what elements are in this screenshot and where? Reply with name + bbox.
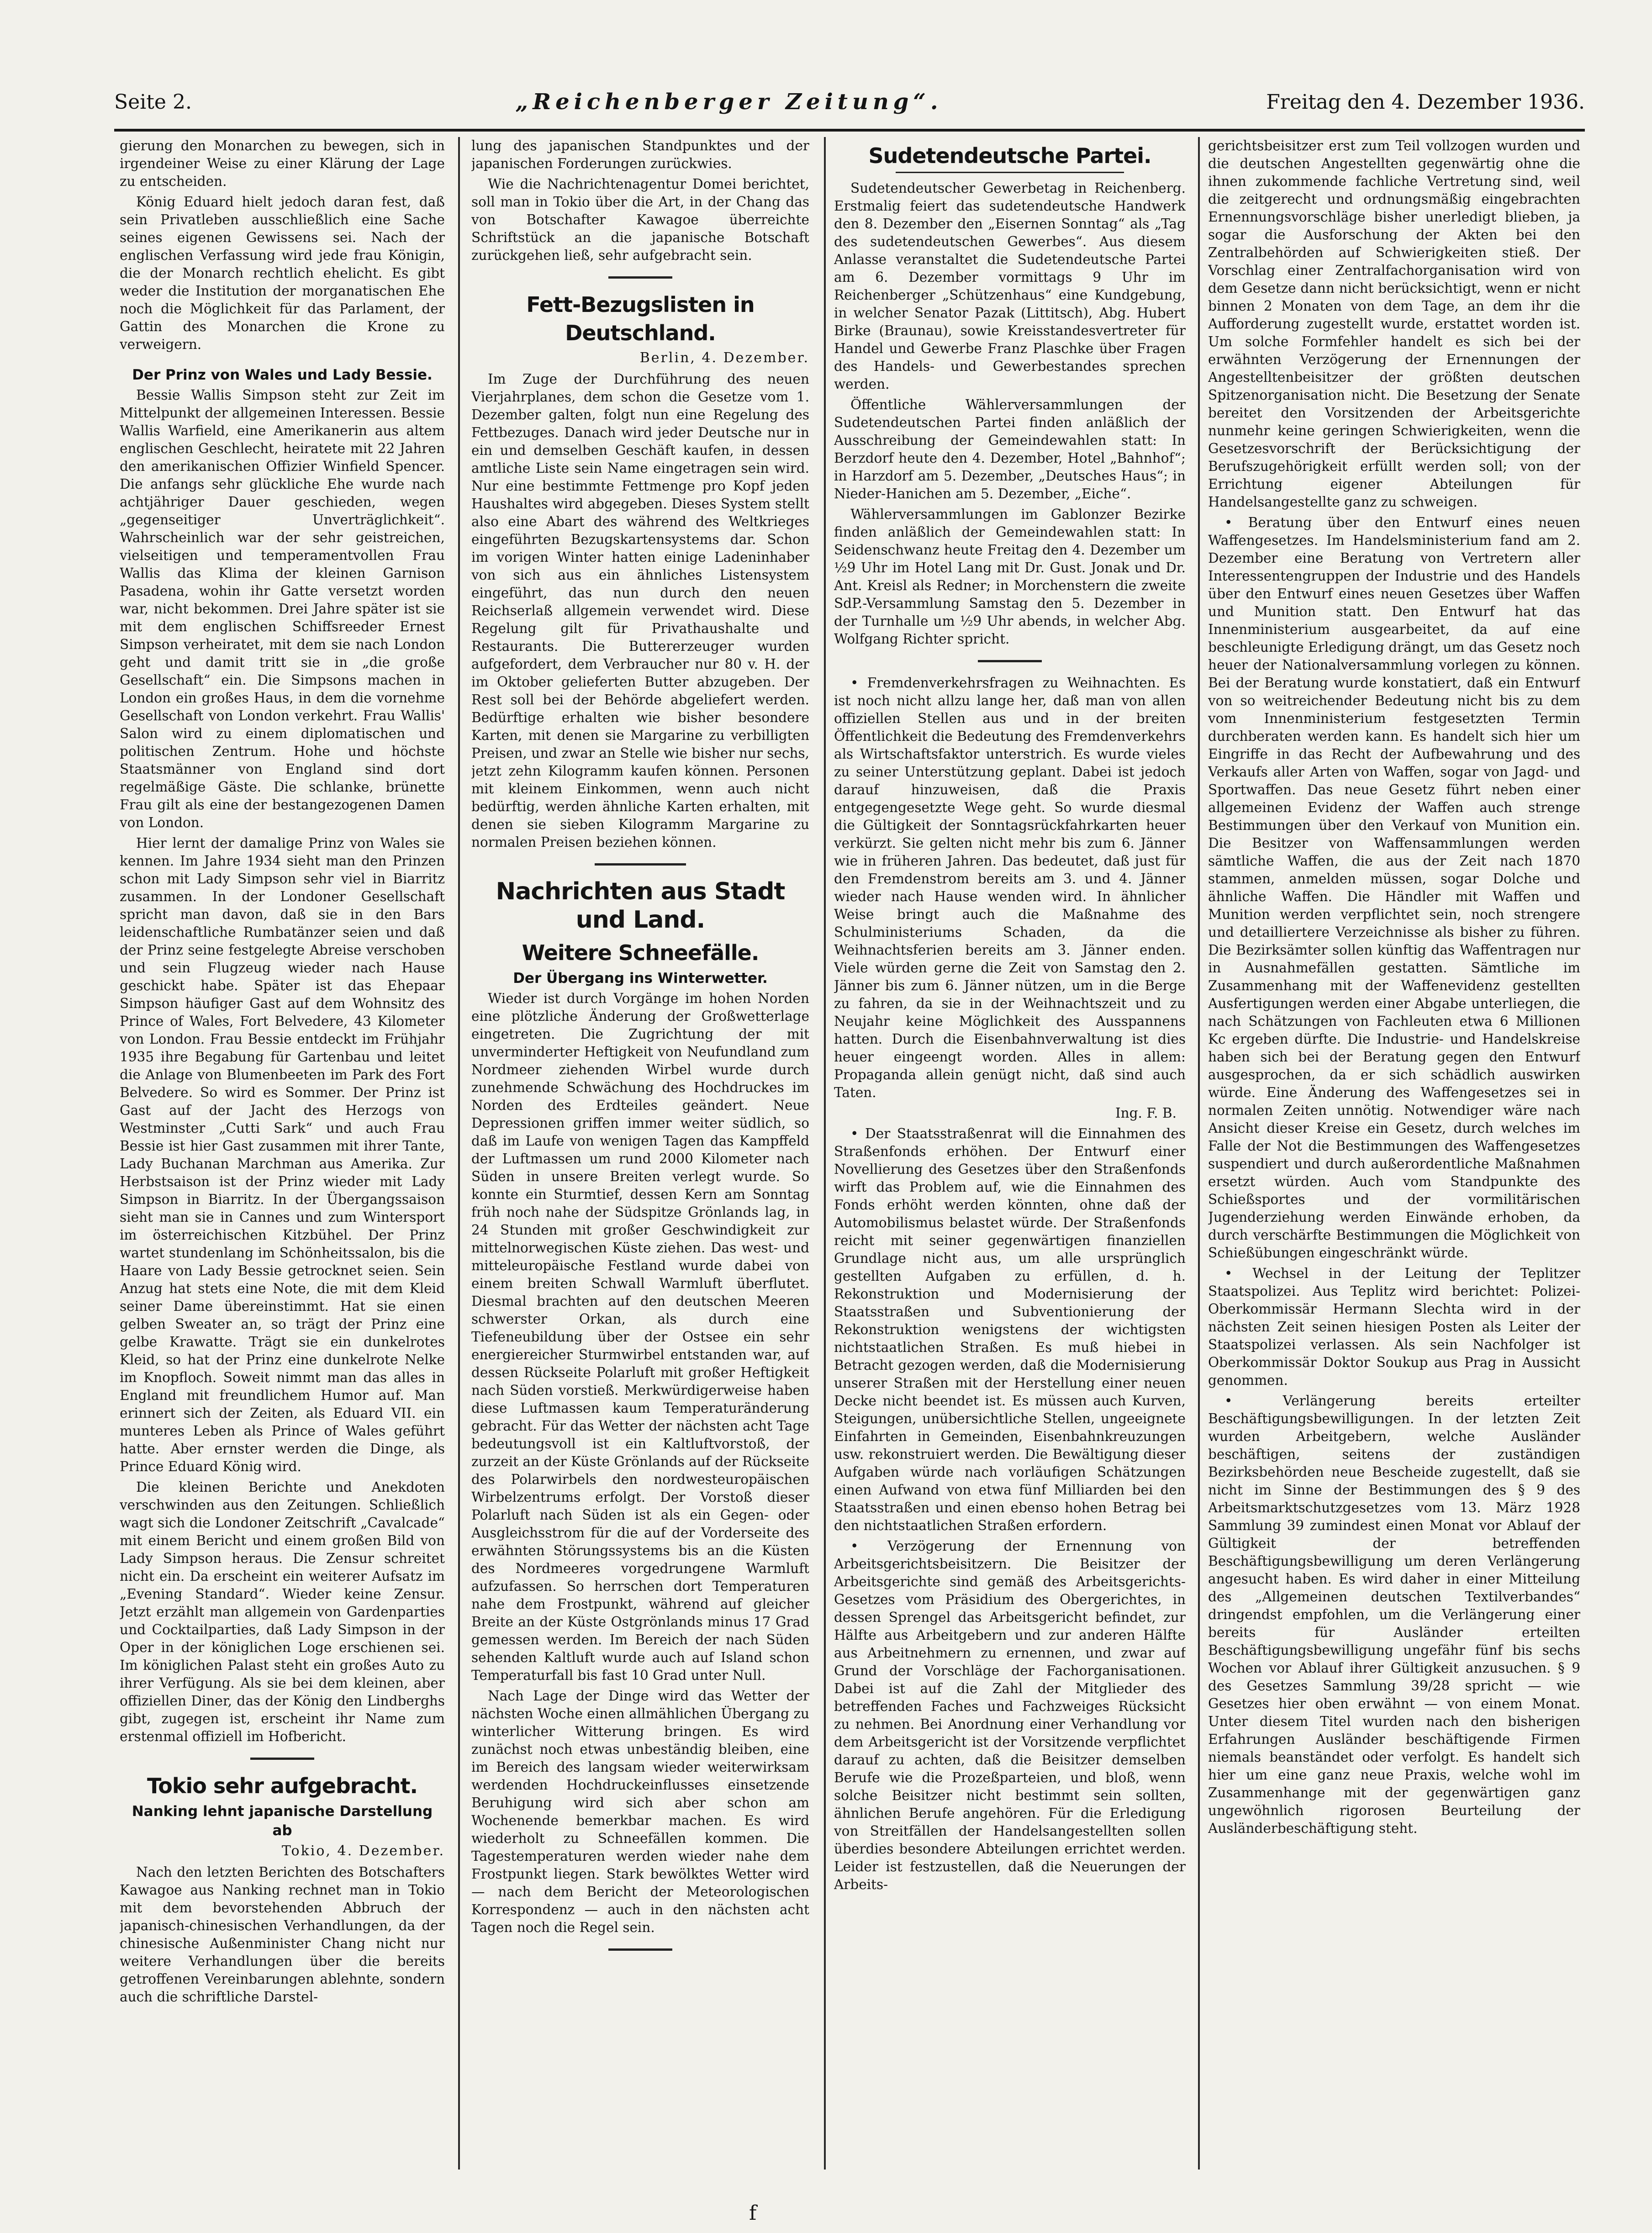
page-header <box>114 86 1585 118</box>
section-divider <box>978 660 1042 662</box>
article-text: Bessie Wallis Simpson steht zur Zeit im Mittelpunkt der allgemeinen Interessen. Bessie Wallis Warfield, eine Amerikanerin aus altem englischen Geschlecht, heiratete mit 22 Jahren den amerikanischen Offizier Winfield Spencer. Die anfangs sehr glückliche Ehe wurde nach achtjähriger Dauer geschieden, wegen „gegenseitiger Unverträglichkeit“. Wahrscheinlich war der sehr geistreichen, vielseitigen und temperamentvollen Frau Wallis das Klima der kleinen Garnison Pasadena, wohin ihr Gatte versetzt worden war, nicht bekommen. Drei Jahre später ist sie mit dem englischen Schiffsreeder Ernest Simpson verheiratet, mit dem sie nach London geht und damit tritt sie in „die große Gesellschaft“ ein. Die Simpsons machen in London ein großes Haus, in dem die vornehme Gesellschaft von London verkehrt. Frau Wallis' Salon wird zu einem diplomatischen und politischen Zentrum. Hohe und höchste Staatsmänner von England sind dort regelmäßige Gäste. Die schlanke, brünette Frau gilt als eine der bestangezogenen Damen von London. <box>120 387 445 830</box>
article-text: • Beratung über den Entwurf eines neuen Waffengesetzes. Im Handelsministerium fand am 2. Dezember eine Beratung von Vertretern aller Interessentengruppen der Industrie und des Handels über den Entwurf eines neuen Gesetzes über Waffen und Munition statt. Den Entwurf hat das Innenministerium ausgearbeitet, da auf eine beschleunigte Erledigung drängt, um das Gesetz noch heuer der Nationalversammlung vorlegen zu können. Bei der Beratung wurde konstatiert, daß ein Entwurf von so weitreichender Bedeutung nicht bis zu dem vom Innenministerium festgesetzten Termin durchberaten werden kann. Es handelt sich hier um Eingriffe in das Recht der Aufbewahrung und des Verkaufs aller Arten von Waffen, sogar von Jagd- und Sportwaffen. Das neue Gesetz führt neben einer allgemeinen Evidenz der Waffen auch strenge Bestimmungen über den Verkauf von Munition ein. Die Besitzer von Waffensammlungen werden sämtliche Waffen, die aus der Zeit nach 1870 stammen, anmelden müssen, sogar Dolche und ähnliche Waffen. Die Händler mit Waffen und Munition werden verpflichtet sein, noch strengere und detailliertere Verzeichnisse als bisher zu führen. Die Bezirksämter sollen künftig das Waffentragen nur in Ausnahmefällen gestatten. Sämtliche im Zusammenhang mit der Waffenevidenz gestellten Ausfertigungen werden einer Abgabe unterliegen, die nach Schätzungen von Fachleuten etwa 6 Millionen Kc ergeben dürfte. Die Industrie- und Handelskreise haben sich bei der Beratung gegen den Entwurf ausgesprochen, da er sich schädlich auswirken würde. Eine Änderung des Waffengesetzes sei in normalen Zeiten unnötig. Notwendiger wäre nach Ansicht dieser Kreise ein Gesetz, durch welches im Falle der Not die Bestimmungen des Waffengesetzes suspendiert und durch außerordentliche Maßnahmen ersetzt würden. Auch vom Standpunkte des Schießsportes und der vormilitärischen Jugenderziehung werden Einwände erhoben, da durch verschärfte Bestimmungen die Möglichkeit von Schießübungen eingeschränkt würde. <box>1208 515 1580 1261</box>
section-divider <box>608 276 672 279</box>
article-text: • Verlängerung bereits erteilter Beschäftigungsbewilligungen. In der letzten Zeit wurden Arbeitgebern, welche Ausländer beschäftigen, seitens der zuständigen Bezirksbehörden neue Bescheide zugestellt, daß sie nicht im Sinne der Bestimmungen des § 9 des Arbeitsmarktschutzgesetzes vom 13. März 1928 Sammlung 39 zumindest einen Monat vor Ablauf der Gültigkeit der betreffenden Beschäftigungsbewilligung um deren Verlängerung angesucht haben. Es wird daher in einer Mitteilung des „Allgemeinen deutschen Textilverbandes“ dringendst empfohlen, um die Verlängerung einer bereits für Ausländer erteilten Beschäftigungsbewilligung ungefähr fünf bis sechs Wochen vor Ablauf ihrer Gültigkeit anzusuchen. § 9 des Gesetzes Sammlung 39/28 spricht — wie Gesetzes hier oben erwähnt — von einem Monat. Unter diesem Titel wurden nach den bisherigen Erfahrungen Ausländer beschäftigende Firmen niemals beanständet oder verfolgt. Es handelt sich hier um eine ganz neue Praxis, welche wohl im Zusammenhange mit der gegenwärtigen ganz ungewöhnlich rigorosen Beurteilung der Ausländerbeschäftigung steht. <box>1208 1393 1580 1836</box>
newspaper-title: „Reichenberger Zeitung“. <box>515 89 943 115</box>
section-heading: Nachrichten aus Stadt und Land. <box>496 878 785 934</box>
heading-underline <box>896 172 1124 173</box>
subsection-heading: Der Prinz von Wales und Lady Bessie. <box>132 367 433 383</box>
issue-date: Freitag den 4. Dezember 1936. <box>1266 90 1585 114</box>
article-text: Die kleinen Berichte und Anekdoten verschwinden aus den Zeitungen. Schließlich wagt sich die Londoner Zeitschrift „Cavalcade“ mit einem Bericht und einem großen Bild von Lady Simpson heraus. Die Zensur schreitet nicht ein. Da erscheint ein weiterer Aufsatz im „Evening Standard“. Wieder keine Zensur. Jetzt erzählt man allgemein von Gardenparties und Cocktailparties, daß Lady Simpson in der Oper in der königlichen Loge erschienen sei. Im königlichen Palast steht ein großes Auto zu ihrer Verfügung. Als sie bei dem kleinen, aber offiziellen Diner, das der König den Lindberghs gibt, zugegen ist, erscheint ihr Name zum erstenmal offiziell im Hofbericht. <box>120 1479 445 1744</box>
column-4 <box>1208 137 1580 2165</box>
column-divider <box>1198 137 1200 2170</box>
article-text: Im Zuge der Durchführung des neuen Vierjahrplanes, dem schon die Gesetze vom 1. Dezember galten, folgt nun eine Regelung des Fettbezuges. Danach wird jeder Deutsche nur in ein und demselben Geschäft kaufen, in dessen amtliche Liste sein Name eingetragen sein wird. Nur eine bestimmte Fettmenge pro Kopf jeden Haushaltes wird abgegeben. Dieses System stellt also eine Abart des während des Weltkrieges eingeführten Bezugskartensystems dar. Schon im vorigen Winter hatten einige Ladeninhaber von sich aus ein ähnliches Listensystem eingeführt, das nun durch den neuen Reichserlaß allgemein verwendet wird. Diese Regelung gilt für Privathaushalte und Restaurants. Die Buttererzeuger wurden aufgefordert, dem Verbraucher nur 80 v. H. der im Oktober gelieferten Butter abzugeben. Der Rest soll bei der Behörde abgeliefert werden. Bedürftige erhalten wie bisher besondere Karten, mit denen sie Margarine zu verbilligten Preisen, und zwar an Stelle wie bisher nur sechs, jetzt zehn Kilogramm kaufen können. Personen mit kleinem Einkommen, wenn auch nicht bedürftig, werden ähnliche Karten erhalten, mit denen sie sieben Kilogramm Margarine zu normalen Preisen beziehen können. <box>471 371 809 850</box>
column-2 <box>471 137 809 2165</box>
article-dateline: Berlin, 4. Dezember. <box>639 350 809 366</box>
article-text: • Wechsel in der Leitung der Teplitzer Staatspolizei. Aus Teplitz wird berichtet: Polizei-Oberkommissär Hermann Slechta wird in der nächsten Zeit seinen hiesigen Posten als Leiter der Staatspolizei verlassen. Als sein Nachfolger ist Oberkommissär Doktor Soukup aus Prag in Aussicht genommen. <box>1208 1266 1580 1388</box>
article-signature: Ing. F. B. <box>1115 1105 1177 1121</box>
column-3 <box>834 137 1186 2165</box>
article-text: gierung den Monarchen zu bewegen, sich in irgendeiner Weise zu einer Klärung der Lage zu entscheiden. <box>120 138 445 189</box>
article-text: Hier lernt der damalige Prinz von Wales sie kennen. Im Jahre 1934 sieht man den Prinzen schon mit Lady Simpson sehr viel in Biarritz zusammen. In der Londoner Gesellschaft spricht man davon, daß sie in den Bars leidenschaftliche Rumbatänzer seien und daß der Prinz seine festgelegte Abreise verschoben und sein Flugzeug wieder nach Hause geschickt habe. Später ist das Ehepaar Simpson häufiger Gast auf dem Wohnsitz des Prince of Wales, Fort Belvedere, 43 Kilometer von London. Frau Bessie entdeckt im Frühjahr 1935 ihre Begabung für Gartenbau und leitet die Anlage von Blumenbeeten im Park des Fort Belvedere. So wird es Sommer. Der Prinz ist Gast auf der Jacht des Herzogs von Westminster „Cutti Sark“ und auch Frau Bessie ist hier Gast zusammen mit ihrer Tante, Lady Buchanan Marchman aus Amerika. Zur Herbstsaison ist der Prinz wieder mit Lady Simpson in Biarritz. In der Übergangssaison sieht man sie in Cannes und zum Wintersport im österreichischen Kitzbühel. Der Prinz wartet stundenlang im Schönheitssalon, bis die Haare von Lady Bessie getrocknet seien. Sein Anzug hat stets eine Note, die mit dem Kleid seiner Dame übereinstimmt. Hat sie einen gelben Sweater an, so trägt der Prinz eine gelbe Krawatte. Trägt sie ein dunkelrotes Kleid, so hat der Prinz eine dunkelrote Nelke im Knopfloch. Soweit nimmt man das alles in England mit freundlichem Humor auf. Man erinnert sich der Zeiten, als Eduard VII. ein munteres Leben als Prince of Wales geführt hatte. Aber ernster werden die Dinge, als Prince Eduard König wird. <box>120 835 445 1474</box>
article-text: • Der Staatsstraßenrat will die Einnahmen des Straßenfonds erhöhen. Der Entwurf einer Novellierung des Gesetzes über den Straßenfonds wirft das Problem auf, wie die Einnahmen des Fonds erhöht werden könnten, ohne daß der Automobilismus belastet würde. Der Straßenfonds reicht mit seiner gegenwärtigen finanziellen Grundlage nicht aus, um alle ursprünglich gestellten Aufgaben zu erfüllen, d. h. Rekonstruktion und Modernisierung der Staatsstraßen und Subventionierung der Rekonstruktion wenigstens der wichtigsten nichtstaatlichen Straßen. Es muß hiebei in Betracht gezogen werden, daß die Modernisierung unserer Straßen mit der Herstellung einer neuen Decke nicht beendet ist. Es müssen auch Kurven, Steigungen, unübersichtliche Stellen, ungeeignete Einfahrten in Gemeinden, Eisenbahnkreuzungen usw. rekonstruiert werden. Die Bewältigung dieser Aufgaben würde nach vorläufigen Schätzungen einen Aufwand von etwa fünf Milliarden bei den Staatsstraßen und einen ebenso hohen Betrag bei den nichtstaatlichen Straßen erfordern. <box>834 1126 1186 1533</box>
margin-mark: f <box>749 2201 757 2225</box>
article-headline: Weitere Schneefälle. <box>522 940 759 965</box>
article-text: • Fremdenverkehrsfragen zu Weihnachten. Es ist noch nicht allzu lange her, daß man von allen offiziellen Stellen aus und in der breiten Öffentlichkeit die Bedeutung des Fremdenverkehrs als Wirtschaftsfaktor unterstrich. Es wurde vieles zu seiner Unterstützung geplant. Dabei ist jedoch darauf hinzuweisen, daß die Praxis entgegengesetzte Wege geht. So wurde diesmal die Gültigkeit der Sonntagsrückfahrkarten heuer verkürzt. Sie gelten nicht mehr bis zum 6. Jänner wie in früheren Jahren. Das bedeutet, daß just für den Fremdenstrom bereits am 3. und 4. Jänner wieder nach Hause wenden wird. In ähnlicher Weise bringt auch die Maßnahme des Schulministeriums Schaden, da die Weihnachtsferien bereits am 3. Jänner enden. Viele würden gerne die Zeit von Samstag den 2. Jänner bis zum 6. Jänner nützen, um in die Berge zu fahren, da sie in der Weihnachtszeit und zu Neujahr keine Möglichkeit des Ausspannens hatten. Durch die Eisenbahnverwaltung ist dies heuer eingeengt worden. Alles in allem: Propaganda allein genügt nicht, daß sind auch Taten. <box>834 675 1186 1100</box>
article-text: König Eduard hielt jedoch daran fest, daß sein Privatleben ausschließlich eine Sache seines eigenen Gewissens sei. Nach der englischen Verfassung wird jede frau Königin, die der Monarch rechtlich ehelicht. Es gibt weder die Institution der morganatischen Ehe noch die Möglichkeit für das Parlament, der Gattin des Monarchen die Krone zu verweigern. <box>120 194 445 352</box>
article-text: Nach den letzten Berichten des Botschafters Kawagoe aus Nanking rechnet man in Tokio mit dem bevorstehenden Abbruch der japanisch-chinesischen Verhandlungen, da der chinesische Außenminister Chang nicht nur weitere Verhandlungen über die bereits getroffenen Vereinbarungen ablehnte, sondern auch die schriftliche Darstel- <box>120 1864 445 2005</box>
article-text: Wie die Nachrichtenagentur Domei berichtet, soll man in Tokio über die Art, in der Chang das von Botschafter Kawagoe überreichte Schriftstück an die japanische Botschaft zurückgehen ließ, sehr aufgebracht sein. <box>471 176 809 263</box>
column-divider <box>458 137 460 2170</box>
article-headline: Tokio sehr aufgebracht. <box>147 1774 417 1798</box>
article-text: lung des japanischen Standpunktes und der japanischen Forderungen zurückwies. <box>471 138 809 171</box>
article-text: gerichtsbeisitzer erst zum Teil vollzogen wurden und die deutschen Angestellten gegenwärtig ohne die ihnen zukommende fachliche Vertretung sind, weil die zeitgerecht und ordnungsmäßig eingebrachten Ernennungsvorschläge bisher unerledigt blieben, ja sogar die Ausforschung der Akten bei den Zentralbehörden auf Schwierigkeiten stieß. Der Vorschlag einer Zentralfachorganisation wird von dem Gesetze dann nicht berücksichtigt, wenn er nicht binnen 2 Monaten von dem Tage, an dem ihr die Aufforderung zugestellt wurde, erstattet worden ist. Um solche Formfehler handelt es sich bei der erwähnten Verzögerung der Ernennungen der Angestelltenbeisitzer der größten deutschen Spitzenorganisation nicht. Die Besetzung der Senate bereitet den Vorsitzenden der Arbeitsgerichte nunmehr keine geringen Schwierigkeiten, wenn die Gesetzesvorschrift der Berücksichtigung der Berufszugehörigkeit erfüllt werden soll; von der Errichtung eigener Abteilungen für Handelsangestellte ganz zu schweigen. <box>1208 138 1580 510</box>
section-divider <box>595 863 686 866</box>
column-1 <box>120 137 445 2165</box>
article-text: Sudetendeutscher Gewerbetag in Reichenberg. Erstmalig feiert das sudetendeutsche Handwerk den 8. Dezember den „Eisernen Sonntag“ als „Tag des sudetendeutschen Gewerbes“. Aus diesem Anlasse veranstaltet die Sudetendeutsche Partei am 6. Dezember vormittags 9 Uhr im Reichenberger „Schützenhaus“ eine Kundgebung, in welcher Senator Pazak (Littitsch), Abg. Hubert Birke (Braunau), sowie Kreisstandesvertreter für Handel und Gewerbe Franz Plaschke über Fragen des Handels- und Gewerbestandes sprechen werden. <box>834 180 1186 392</box>
article-text: Wählerversammlungen im Gablonzer Bezirke finden anläßlich der Gemeindewahlen statt: In Seidenschwanz heute Freitag den 4. Dezember um ½9 Uhr im Hotel Lang mit Dr. Gust. Jonak und Dr. Ant. Kreisl als Redner; in Morchenstern die zweite SdP.-Versammlung Samstag den 5. Dezember in der Turnhalle um ½9 Uhr abends, in welcher Abg. Wolfgang Richter spricht. <box>834 507 1186 647</box>
column-divider <box>824 137 826 2170</box>
page-number: Seite 2. <box>114 90 192 114</box>
article-text: Öffentliche Wählerversammlungen der Sudetendeutschen Partei finden anläßlich der Ausschreibung der Gemeindewahlen statt: In Berzdorf heute den 4. Dezember, Hotel „Bahnhof“; in Harzdorf am 5. Dezember, „Deutsches Haus“; in Nieder-Hanichen am 5. Dezember, „Eiche“. <box>834 397 1186 502</box>
article-text: Wieder ist durch Vorgänge im hohen Norden eine plötzliche Änderung der Großwetterlage eingetreten. Die Zugrichtung der mit unverminderter Heftigkeit von Neufundland zum Nordmeer ziehenden Wirbel wurde durch zunehmende Schwächung des Hochdruckes im Norden des Erdteiles geändert. Neue Depressionen griffen immer weiter südlich, so daß im Laufe von wenigen Tagen das Kampffeld der Luftmassen um rund 2000 Kilometer nach Süden in unsere Breiten verlegt wurde. So konnte ein Sturmtief, dessen Kern am Sonntag früh noch nahe der Südspitze Grönlands lag, in 24 Stunden mit großer Geschwindigkeit zur mittelnorwegischen Küste ziehen. Das west- und mitteleuropäische Festland wurde dabei von einem breiten Schwall Warmluft überflutet. Diesmal brachten auf den deutschen Meeren schwerster Orkan, als durch eine Tiefeneubildung über der Ostsee ein sehr energiereicher Sturmwirbel entstanden war, auf dessen Rückseite Polarluft mit großer Heftigkeit nach Süden vorstieß. Merkwürdigerweise haben diese Luftmassen kaum Temperaturänderung gebracht. Für das Wetter der nächsten acht Tage bedeutungsvoll ist ein Kaltluftvorstoß, der zurzeit an der Küste Grönlands auf der Rückseite des Polarwirbels den nordwesteuropäischen Wirbelzentrums erfolgt. Der Vorstoß dieser Polarluft nach Süden ist als ein Gegen- oder Ausgleichsstrom für die auf der Vorderseite des erwähnten Störungssystems bis an die Küsten des Nordmeeres vorgedrungene Warmluft aufzufassen. So herrschen dort Temperaturen nahe dem Frostpunkt, während auf gleicher Breite an der Küste Ostgrönlands minus 17 Grad gemessen werden. Im Bereich der nach Süden sehenden Kaltluft wurde auch auf Island schon Temperaturfall bis fast 10 Grad unter Null. <box>471 991 809 1683</box>
header-rule <box>114 129 1585 132</box>
section-divider <box>250 1758 314 1760</box>
article-text: Nach Lage der Dinge wird das Wetter der nächsten Woche einen allmählichen Übergang zu winterlicher Witterung bringen. Es wird zunächst noch etwas unbeständig bleiben, eine im Bereich des langsam wieder weiterwirksam werdenden Hochdruckeinflusses einsetzende Beruhigung wird sich aber schon am Wochenende bemerkbar machen. Es wird wiederholt zu Schneefällen kommen. Die Tagestemperaturen werden wieder nahe dem Frostpunkt liegen. Stark bewölktes Wetter wird — nach dem Bericht der Meteorologischen Korrespondenz — auch in den nächsten acht Tagen noch die Regel sein. <box>471 1688 809 1935</box>
article-subheadline: Der Übergang ins Winterwetter. <box>513 970 768 987</box>
article-subheadline: Nanking lehnt japanische Darstellung ab <box>132 1803 433 1839</box>
article-dateline: Tokio, 4. Dezember. <box>281 1843 445 1859</box>
section-divider <box>608 1948 672 1951</box>
section-heading: Sudetendeutsche Partei. <box>868 143 1151 168</box>
article-headline: Fett-Bezugslisten in Deutschland. <box>526 292 755 345</box>
article-text: • Verzögerung der Ernennung von Arbeitsgerichtsbeisitzern. Die Beisitzer der Arbeitsgerichte sind gemäß des Arbeitsgerichts-Gesetzes vom Präsidium des Obergerichtes, in dessen Sprengel das Arbeitsgericht befindet, zur Hälfte aus Arbeitgebern und zur anderen Hälfte aus Arbeitnehmern zu ernennen, und zwar auf Grund der Vorschläge der Fachorganisationen. Dabei ist auf die Zahl der Mitglieder des betreffenden Faches und Fachzweiges Rücksicht zu nehmen. Bei Anordnung einer Verhandlung vor dem Arbeitsgericht ist der Vorsitzende verpflichtet darauf zu achten, daß die Beisitzer demselben Berufe wie die Prozeßparteien, und bloß, wenn solche Beisitzer nicht bestimmt sein sollten, ähnlichen Berufe angehören. Für die Erledigung von Streitfällen der Handelsangestellten sollen überdies besondere Abteilungen errichtet werden. Leider ist festzustellen, daß die Neuerungen der Arbeits- <box>834 1538 1186 1892</box>
